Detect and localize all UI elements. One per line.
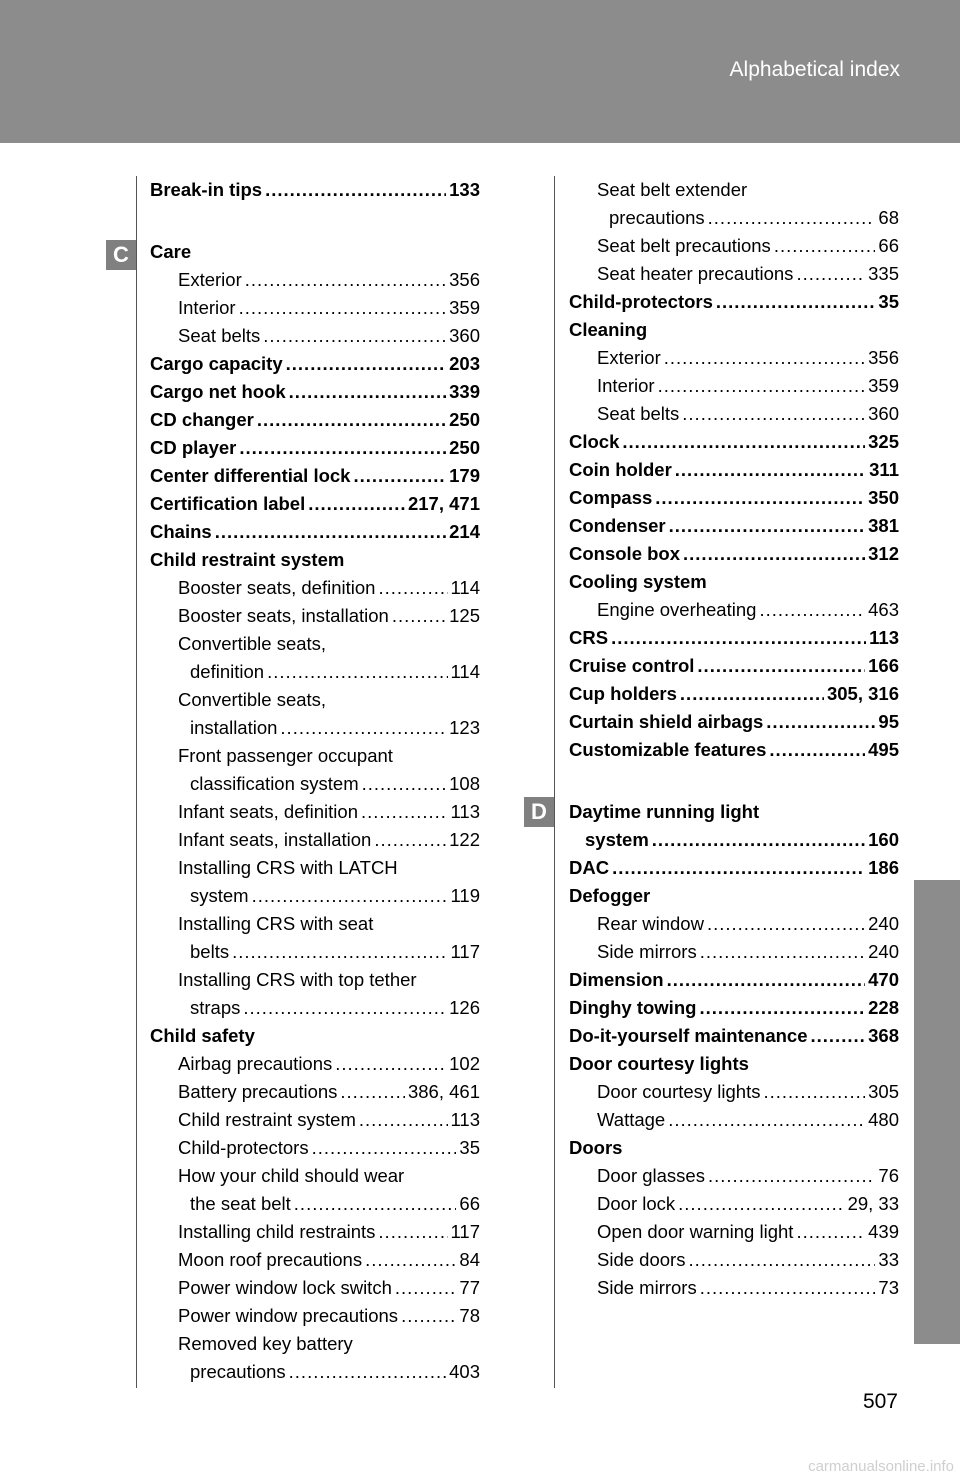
entry-term: classification system xyxy=(190,773,359,794)
index-entry xyxy=(150,1050,480,1078)
index-entry xyxy=(150,1134,480,1162)
index-entry xyxy=(569,1022,899,1050)
index-entry xyxy=(150,574,480,602)
entry-term: Child-protectors xyxy=(178,1137,309,1158)
entry-term: Side doors xyxy=(597,1249,686,1270)
entry-page-ref: 356 xyxy=(449,269,480,290)
dot-leader xyxy=(257,406,446,434)
entry-term: Door courtesy lights xyxy=(597,1081,761,1102)
dot-leader xyxy=(652,826,865,854)
dot-leader xyxy=(353,462,446,490)
index-heading: Installing CRS with seat xyxy=(178,913,374,934)
entry-term: Power window lock switch xyxy=(178,1277,392,1298)
entry-term: Exterior xyxy=(597,347,661,368)
entry-term: system xyxy=(190,885,249,906)
dot-leader xyxy=(811,1022,866,1050)
entry-page-ref: 125 xyxy=(449,605,480,626)
dot-leader xyxy=(289,1358,446,1386)
dot-leader xyxy=(340,1078,405,1106)
index-heading: Installing CRS with LATCH xyxy=(178,857,398,878)
dot-leader xyxy=(612,854,865,882)
entry-term: Rear window xyxy=(597,913,704,934)
index-heading: Child safety xyxy=(150,1025,255,1046)
entry-page-ref: 335 xyxy=(868,263,899,284)
header-title: Alphabetical index xyxy=(729,58,900,81)
index-entry xyxy=(150,1246,480,1274)
entry-page-ref: 228 xyxy=(868,997,899,1018)
dot-leader xyxy=(708,204,876,232)
entry-term: Seat belts xyxy=(597,403,680,424)
entry-term: Compass xyxy=(569,487,653,508)
entry-term: Exterior xyxy=(178,269,242,290)
index-entry xyxy=(150,518,480,546)
dot-leader xyxy=(664,344,865,372)
dot-leader xyxy=(708,1162,875,1190)
dot-leader xyxy=(796,1218,865,1246)
index-entry xyxy=(150,1106,480,1134)
entry-term: Battery precautions xyxy=(178,1081,338,1102)
dot-leader xyxy=(280,714,446,742)
index-entry xyxy=(150,266,480,294)
index-entry xyxy=(150,714,480,742)
entry-page-ref: 240 xyxy=(868,941,899,962)
entry-term: Do-it-yourself maintenance xyxy=(569,1025,808,1046)
entry-term: Side mirrors xyxy=(597,1277,697,1298)
section-gap xyxy=(150,204,480,238)
entry-term: Seat heater precautions xyxy=(597,263,794,284)
dot-leader xyxy=(294,1190,457,1218)
index-entry xyxy=(569,736,899,764)
dot-leader xyxy=(232,938,447,966)
entry-page-ref: 119 xyxy=(450,885,480,906)
index-entry xyxy=(569,344,899,372)
section-gap xyxy=(569,764,899,798)
index-entry xyxy=(150,434,480,462)
dot-leader xyxy=(759,596,865,624)
dot-leader xyxy=(683,540,865,568)
dot-leader xyxy=(763,1078,865,1106)
entry-page-ref: 160 xyxy=(868,829,899,850)
index-entry xyxy=(569,260,899,288)
dot-leader xyxy=(769,736,865,764)
entry-page-ref: 439 xyxy=(868,1221,899,1242)
entry-term: straps xyxy=(190,997,241,1018)
dot-leader xyxy=(252,882,448,910)
entry-page-ref: 214 xyxy=(449,521,480,542)
index-entry xyxy=(150,490,480,518)
dot-leader xyxy=(359,1106,448,1134)
entry-page-ref: 126 xyxy=(449,997,480,1018)
entry-page-ref: 117 xyxy=(450,1221,480,1242)
dot-leader xyxy=(611,624,866,652)
index-entry xyxy=(569,624,899,652)
dot-leader xyxy=(312,1134,457,1162)
index-entry xyxy=(150,1190,480,1218)
dot-leader xyxy=(766,708,875,736)
entry-term: Cup holders xyxy=(569,683,677,704)
entry-term: Cargo net hook xyxy=(150,381,286,402)
entry-page-ref: 480 xyxy=(868,1109,899,1130)
entry-term: Chains xyxy=(150,521,212,542)
dot-leader xyxy=(286,350,446,378)
entry-page-ref: 78 xyxy=(459,1305,480,1326)
dot-leader xyxy=(700,938,865,966)
section-letter-c: C xyxy=(106,240,136,270)
index-heading: Cleaning xyxy=(569,319,648,340)
entry-term: installation xyxy=(190,717,278,738)
index-entry xyxy=(150,826,480,854)
entry-term: Door glasses xyxy=(597,1165,705,1186)
side-thumb-tab xyxy=(914,880,960,1344)
index-heading: Front passenger occupant xyxy=(178,745,393,766)
entry-term: definition xyxy=(190,661,265,682)
entry-page-ref: 359 xyxy=(868,375,899,396)
index-entry xyxy=(569,1246,899,1274)
index-entry xyxy=(569,400,899,428)
right-index-column xyxy=(569,176,899,1302)
entry-term: the seat belt xyxy=(190,1193,291,1214)
entry-page-ref: 114 xyxy=(450,577,480,598)
index-heading: Installing CRS with top tether xyxy=(178,969,417,990)
entry-term: Door lock xyxy=(597,1193,676,1214)
entry-term: CD changer xyxy=(150,409,254,430)
dot-leader xyxy=(678,1190,844,1218)
index-entry xyxy=(150,406,480,434)
entry-term: precautions xyxy=(190,1361,286,1382)
entry-page-ref: 35 xyxy=(878,291,899,312)
entry-page-ref: 29, 33 xyxy=(847,1193,899,1214)
index-entry xyxy=(150,1274,480,1302)
entry-term: Cruise control xyxy=(569,655,695,676)
entry-term: Curtain shield airbags xyxy=(569,711,764,732)
entry-term: Booster seats, installation xyxy=(178,605,389,626)
index-entry xyxy=(569,1078,899,1106)
dot-leader xyxy=(265,176,446,204)
index-entry xyxy=(569,1162,899,1190)
index-entry xyxy=(150,1302,480,1330)
index-heading: Doors xyxy=(569,1137,623,1158)
entry-term: Engine overheating xyxy=(597,599,757,620)
entry-page-ref: 186 xyxy=(868,857,899,878)
entry-page-ref: 73 xyxy=(878,1277,899,1298)
entry-page-ref: 114 xyxy=(450,661,480,682)
index-entry xyxy=(569,994,899,1022)
index-heading: Convertible seats, xyxy=(178,633,327,654)
dot-leader xyxy=(378,1218,447,1246)
dot-leader xyxy=(667,966,866,994)
entry-page-ref: 33 xyxy=(878,1249,899,1270)
index-entry xyxy=(150,938,480,966)
index-entry xyxy=(569,854,899,882)
entry-page-ref: 350 xyxy=(868,487,899,508)
index-entry xyxy=(150,798,480,826)
entry-term: Interior xyxy=(597,375,655,396)
index-entry xyxy=(150,294,480,322)
index-entry xyxy=(150,602,480,630)
entry-term: Open door warning light xyxy=(597,1221,794,1242)
dot-leader xyxy=(682,400,865,428)
index-entry xyxy=(569,966,899,994)
index-heading: Defogger xyxy=(569,885,651,906)
entry-page-ref: 123 xyxy=(449,717,480,738)
entry-term: DAC xyxy=(569,857,610,878)
dot-leader xyxy=(697,652,865,680)
entry-page-ref: 95 xyxy=(878,711,899,732)
entry-term: Condenser xyxy=(569,515,666,536)
entry-term: Center differential lock xyxy=(150,465,351,486)
dot-leader xyxy=(392,602,446,630)
entry-term: Infant seats, definition xyxy=(178,801,358,822)
index-entry xyxy=(150,994,480,1022)
entry-term: belts xyxy=(190,941,230,962)
dot-leader xyxy=(774,232,876,260)
entry-term: Certification label xyxy=(150,493,306,514)
entry-term: Break-in tips xyxy=(150,179,263,200)
entry-page-ref: 360 xyxy=(868,403,899,424)
entry-term: Child-protectors xyxy=(569,291,713,312)
entry-term: Interior xyxy=(178,297,236,318)
entry-page-ref: 113 xyxy=(450,1109,480,1130)
entry-page-ref: 217, 471 xyxy=(407,493,480,514)
dot-leader xyxy=(215,518,446,546)
index-heading: Cooling system xyxy=(569,571,707,592)
entry-term: Installing child restraints xyxy=(178,1221,376,1242)
dot-leader xyxy=(245,266,446,294)
entry-term: precautions xyxy=(609,207,705,228)
dot-leader xyxy=(239,434,446,462)
entry-page-ref: 250 xyxy=(449,409,480,430)
entry-term: Side mirrors xyxy=(597,941,697,962)
index-heading: Convertible seats, xyxy=(178,689,327,710)
entry-term: Customizable features xyxy=(569,739,767,760)
dot-leader xyxy=(378,574,447,602)
entry-term: Dinghy towing xyxy=(569,997,697,1018)
dot-leader xyxy=(289,378,446,406)
index-entry xyxy=(569,596,899,624)
entry-page-ref: 339 xyxy=(449,381,480,402)
entry-page-ref: 312 xyxy=(868,543,899,564)
dot-leader xyxy=(700,1274,876,1302)
dot-leader xyxy=(688,1246,875,1274)
entry-page-ref: 356 xyxy=(868,347,899,368)
left-index-column xyxy=(150,176,480,1386)
entry-term: Seat belt precautions xyxy=(597,235,771,256)
entry-page-ref: 68 xyxy=(878,207,899,228)
entry-term: Coin holder xyxy=(569,459,672,480)
entry-page-ref: 84 xyxy=(459,1249,480,1270)
dot-leader xyxy=(395,1274,457,1302)
entry-term: Wattage xyxy=(597,1109,666,1130)
index-entry xyxy=(569,1218,899,1246)
index-entry xyxy=(569,204,899,232)
entry-term: Airbag precautions xyxy=(178,1053,333,1074)
index-entry xyxy=(150,658,480,686)
entry-term: CRS xyxy=(569,627,609,648)
entry-page-ref: 359 xyxy=(449,297,480,318)
page-header xyxy=(0,0,960,143)
index-entry xyxy=(569,826,899,854)
index-entry xyxy=(150,1078,480,1106)
index-entry xyxy=(569,1274,899,1302)
dot-leader xyxy=(263,322,446,350)
entry-page-ref: 368 xyxy=(868,1025,899,1046)
dot-leader xyxy=(716,288,876,316)
entry-page-ref: 360 xyxy=(449,325,480,346)
index-entry xyxy=(150,322,480,350)
index-entry xyxy=(150,770,480,798)
entry-page-ref: 76 xyxy=(878,1165,899,1186)
index-heading: Daytime running light xyxy=(569,801,760,822)
entry-page-ref: 240 xyxy=(868,913,899,934)
entry-term: Console box xyxy=(569,543,681,564)
left-column-rule xyxy=(136,176,137,1388)
entry-page-ref: 113 xyxy=(869,627,899,648)
entry-page-ref: 250 xyxy=(449,437,480,458)
index-entry xyxy=(569,288,899,316)
entry-page-ref: 381 xyxy=(868,515,899,536)
entry-page-ref: 305 xyxy=(868,1081,899,1102)
entry-page-ref: 386, 461 xyxy=(407,1081,480,1102)
dot-leader xyxy=(361,798,448,826)
dot-leader xyxy=(655,484,865,512)
entry-term: Power window precautions xyxy=(178,1305,399,1326)
dot-leader xyxy=(658,372,866,400)
dot-leader xyxy=(335,1050,446,1078)
dot-leader xyxy=(267,658,447,686)
dot-leader xyxy=(796,260,865,288)
dot-leader xyxy=(707,910,865,938)
dot-leader xyxy=(622,428,865,456)
entry-page-ref: 311 xyxy=(869,459,899,480)
entry-page-ref: 166 xyxy=(868,655,899,676)
dot-leader xyxy=(675,456,866,484)
entry-page-ref: 117 xyxy=(450,941,480,962)
dot-leader xyxy=(680,680,824,708)
index-entry xyxy=(569,1190,899,1218)
entry-page-ref: 66 xyxy=(459,1193,480,1214)
index-entry xyxy=(569,456,899,484)
entry-page-ref: 108 xyxy=(449,773,480,794)
index-entry xyxy=(150,462,480,490)
index-heading: Door courtesy lights xyxy=(569,1053,749,1074)
entry-page-ref: 403 xyxy=(449,1361,480,1382)
entry-page-ref: 122 xyxy=(449,829,480,850)
index-entry xyxy=(569,372,899,400)
entry-term: Moon roof precautions xyxy=(178,1249,363,1270)
index-heading: Child restraint system xyxy=(150,549,345,570)
section-letter-d: D xyxy=(524,797,554,827)
dot-leader xyxy=(699,994,865,1022)
entry-term: Seat belts xyxy=(178,325,261,346)
dot-leader xyxy=(668,1106,865,1134)
dot-leader xyxy=(401,1302,456,1330)
entry-term: Child restraint system xyxy=(178,1109,356,1130)
entry-page-ref: 133 xyxy=(449,179,480,200)
index-entry xyxy=(569,232,899,260)
entry-page-ref: 463 xyxy=(868,599,899,620)
watermark: carmanualsonline.info xyxy=(808,1458,954,1475)
index-entry xyxy=(569,910,899,938)
index-entry xyxy=(150,1358,480,1386)
dot-leader xyxy=(669,512,865,540)
index-entry xyxy=(569,652,899,680)
entry-term: Infant seats, installation xyxy=(178,829,372,850)
index-heading: How your child should wear xyxy=(178,1165,405,1186)
index-entry xyxy=(569,512,899,540)
entry-term: Dimension xyxy=(569,969,664,990)
entry-page-ref: 495 xyxy=(868,739,899,760)
entry-page-ref: 77 xyxy=(459,1277,480,1298)
page-number: 507 xyxy=(862,1390,898,1413)
index-entry xyxy=(150,882,480,910)
index-entry xyxy=(569,484,899,512)
dot-leader xyxy=(362,770,447,798)
dot-leader xyxy=(308,490,405,518)
center-column-rule xyxy=(554,176,555,1388)
entry-term: Booster seats, definition xyxy=(178,577,376,598)
entry-term: CD player xyxy=(150,437,237,458)
index-heading: Removed key battery xyxy=(178,1333,353,1354)
entry-page-ref: 325 xyxy=(868,431,899,452)
index-entry xyxy=(569,540,899,568)
index-entry xyxy=(150,1218,480,1246)
entry-term: system xyxy=(585,829,649,850)
index-entry xyxy=(569,428,899,456)
index-entry xyxy=(569,1106,899,1134)
entry-page-ref: 35 xyxy=(459,1137,480,1158)
index-entry xyxy=(569,938,899,966)
entry-page-ref: 179 xyxy=(449,465,480,486)
entry-page-ref: 102 xyxy=(449,1053,480,1074)
entry-term: Clock xyxy=(569,431,620,452)
index-entry xyxy=(150,176,480,204)
dot-leader xyxy=(374,826,446,854)
dot-leader xyxy=(243,994,446,1022)
index-entry xyxy=(150,378,480,406)
index-entry xyxy=(569,708,899,736)
entry-page-ref: 305, 316 xyxy=(826,683,899,704)
entry-page-ref: 203 xyxy=(449,353,480,374)
entry-page-ref: 113 xyxy=(450,801,480,822)
index-entry xyxy=(150,350,480,378)
entry-page-ref: 66 xyxy=(878,235,899,256)
dot-leader xyxy=(365,1246,456,1274)
index-entry xyxy=(569,680,899,708)
entry-page-ref: 470 xyxy=(868,969,899,990)
index-heading: Care xyxy=(150,241,192,262)
index-heading: Seat belt extender xyxy=(597,179,748,200)
dot-leader xyxy=(239,294,447,322)
entry-term: Cargo capacity xyxy=(150,353,283,374)
